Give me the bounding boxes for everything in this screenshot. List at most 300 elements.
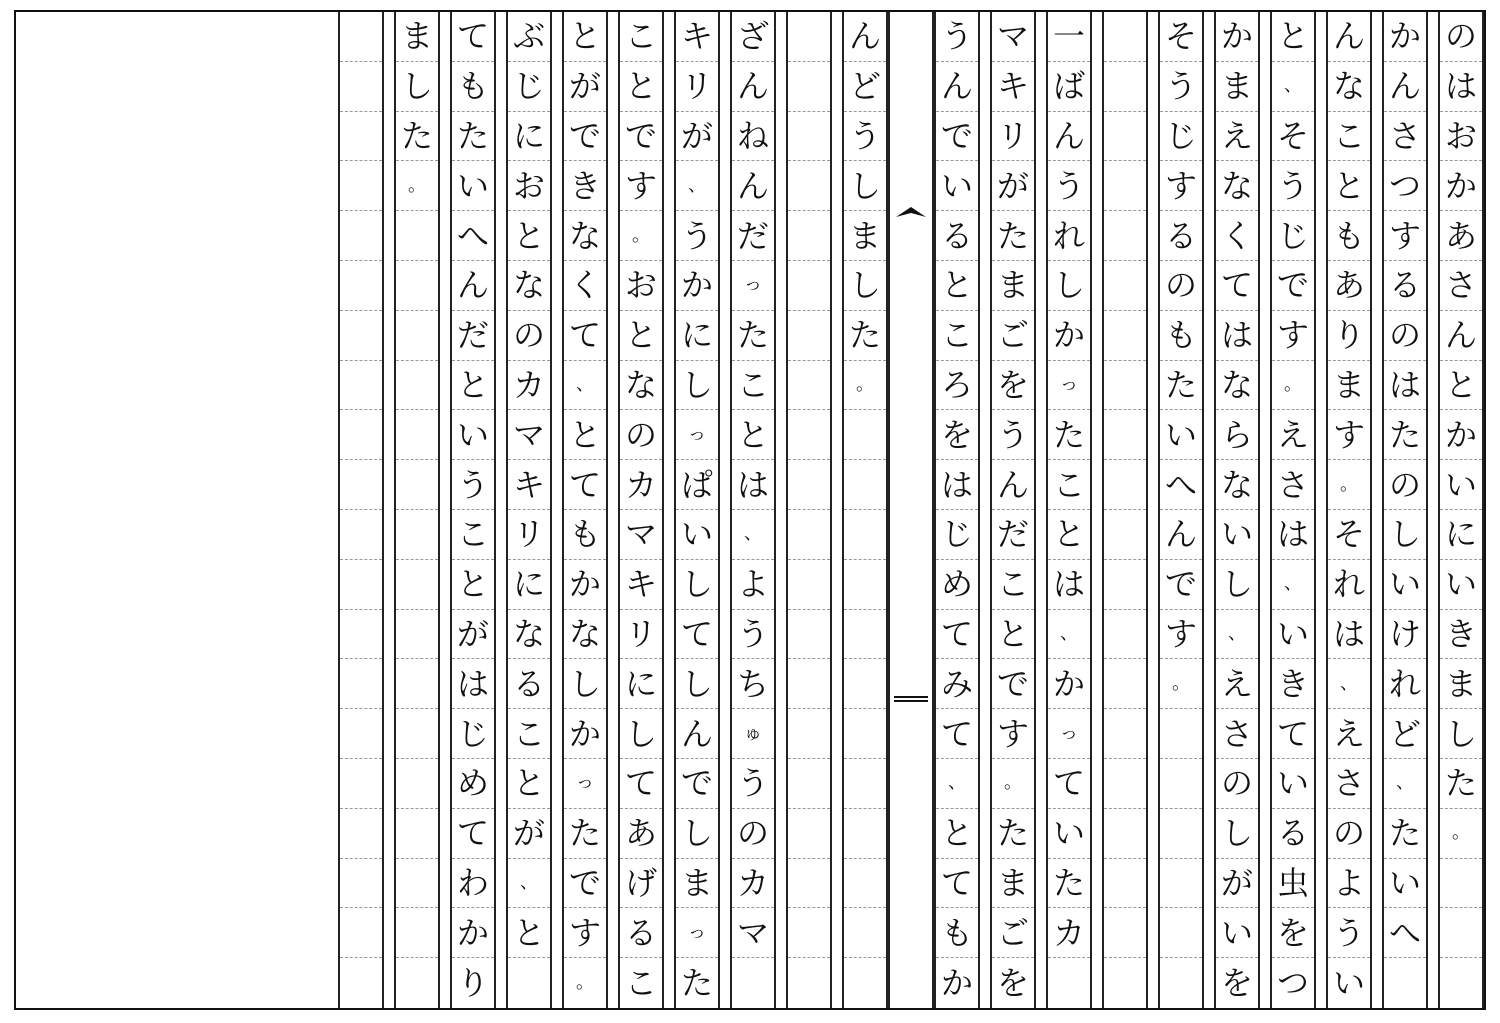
- character: き: [1276, 664, 1309, 703]
- character: ま: [996, 266, 1029, 305]
- grid-cell: [1216, 112, 1258, 162]
- character: ね: [736, 116, 769, 155]
- grid-cell: [788, 859, 830, 909]
- grid-cell: [676, 659, 718, 709]
- character: つ: [1388, 166, 1421, 205]
- grid-cell: [1328, 62, 1370, 112]
- grid-cell: [992, 709, 1034, 759]
- character: 、: [520, 871, 538, 893]
- grid-cell: [1048, 859, 1090, 909]
- grid-cell: [992, 759, 1034, 809]
- grid-cell: [620, 112, 662, 162]
- character: あ: [1332, 266, 1365, 305]
- grid-cell: [1160, 908, 1202, 958]
- character: で: [1164, 565, 1197, 604]
- grid-cell: [936, 410, 978, 460]
- grid-cell: [1272, 709, 1314, 759]
- character: が: [456, 614, 489, 653]
- grid-cell: [1440, 610, 1482, 660]
- character: 。: [576, 972, 594, 994]
- character: っ: [688, 921, 706, 943]
- character: こ: [736, 365, 769, 404]
- grid-cell: [1160, 410, 1202, 460]
- grid-cell: [1328, 659, 1370, 709]
- grid-cell: [396, 809, 438, 859]
- character: て: [940, 714, 973, 753]
- character: へ: [1164, 465, 1197, 504]
- grid-cell: [676, 311, 718, 361]
- grid-cell: [844, 908, 886, 958]
- grid-cell: [508, 759, 550, 809]
- character: ん: [680, 714, 713, 753]
- character: う: [1052, 166, 1085, 205]
- grid-cell: [508, 12, 550, 62]
- grid-cell: [1160, 361, 1202, 411]
- character: 。: [408, 174, 426, 196]
- character: ま: [1220, 67, 1253, 106]
- grid-cell: [1272, 12, 1314, 62]
- character: こ: [456, 515, 489, 554]
- grid-cell: [1216, 62, 1258, 112]
- grid-cell: [1216, 560, 1258, 610]
- grid-cell: [620, 311, 662, 361]
- character: ま: [1332, 365, 1365, 404]
- grid-cell: [1272, 759, 1314, 809]
- text-column: [842, 12, 888, 1008]
- character: キ: [996, 67, 1029, 106]
- grid-cell: [788, 610, 830, 660]
- grid-cell: [1048, 610, 1090, 660]
- grid-cell: [1048, 410, 1090, 460]
- text-column: [674, 12, 720, 1008]
- grid-cell: [1104, 510, 1146, 560]
- character: こ: [1332, 116, 1365, 155]
- grid-cell: [564, 361, 606, 411]
- grid-cell: [1384, 610, 1426, 660]
- grid-cell: [564, 311, 606, 361]
- character: で: [568, 116, 601, 155]
- character: き: [1444, 614, 1477, 653]
- text-column: [1270, 12, 1316, 1008]
- character: も: [456, 67, 489, 106]
- character: は: [1052, 565, 1085, 604]
- character: は: [1332, 614, 1365, 653]
- grid-cell: [1440, 560, 1482, 610]
- grid-cell: [1384, 311, 1426, 361]
- grid-cell: [564, 859, 606, 909]
- character: い: [1332, 964, 1365, 1003]
- character: い: [940, 166, 973, 205]
- character: っ: [1060, 373, 1078, 395]
- grid-cell: [1048, 560, 1090, 610]
- grid-cell: [676, 62, 718, 112]
- grid-cell: [1440, 859, 1482, 909]
- character: て: [940, 863, 973, 902]
- character: し: [1220, 565, 1253, 604]
- character: が: [996, 166, 1029, 205]
- grid-cell: [1440, 759, 1482, 809]
- character: こ: [624, 964, 657, 1003]
- grid-cell: [1104, 361, 1146, 411]
- grid-cell: [844, 759, 886, 809]
- character: て: [1276, 714, 1309, 753]
- grid-cell: [340, 112, 382, 162]
- grid-cell: [340, 410, 382, 460]
- character: た: [848, 316, 881, 355]
- character: か: [1444, 415, 1477, 454]
- character: い: [1052, 814, 1085, 853]
- character: こ: [624, 17, 657, 56]
- grid-cell: [452, 12, 494, 62]
- character: そ: [1164, 17, 1197, 56]
- grid-cell: [1216, 759, 1258, 809]
- character: と: [1276, 17, 1309, 56]
- grid-cell: [1160, 958, 1202, 1008]
- character: の: [1332, 814, 1365, 853]
- character: じ: [940, 515, 973, 554]
- grid-cell: [452, 560, 494, 610]
- grid-cell: [1440, 211, 1482, 261]
- grid-cell: [1440, 460, 1482, 510]
- character: け: [1388, 614, 1421, 653]
- grid-cell: [396, 460, 438, 510]
- character: だ: [736, 216, 769, 255]
- character: カ: [736, 863, 769, 902]
- character: い: [1220, 913, 1253, 952]
- character: か: [1052, 664, 1085, 703]
- grid-cell: [508, 62, 550, 112]
- character: な: [568, 614, 601, 653]
- grid-cell: [1216, 161, 1258, 211]
- grid-cell: [1104, 161, 1146, 211]
- grid-cell: [508, 659, 550, 709]
- grid-cell: [1160, 62, 1202, 112]
- character: も: [940, 913, 973, 952]
- grid-cell: [1384, 809, 1426, 859]
- grid-cell: [732, 709, 774, 759]
- grid-cell: [1440, 161, 1482, 211]
- character: な: [1220, 465, 1253, 504]
- character: に: [512, 565, 545, 604]
- character: い: [1388, 565, 1421, 604]
- grid-cell: [676, 112, 718, 162]
- character: 。: [1340, 473, 1358, 495]
- character: し: [1052, 266, 1085, 305]
- grid-cell: [788, 12, 830, 62]
- character: に: [624, 664, 657, 703]
- grid-cell: [508, 410, 550, 460]
- grid-cell: [1384, 560, 1426, 610]
- grid-cell: [1216, 261, 1258, 311]
- grid-cell: [340, 361, 382, 411]
- character: の: [624, 415, 657, 454]
- character: は: [1444, 67, 1477, 106]
- character: た: [736, 316, 769, 355]
- character: る: [624, 913, 657, 952]
- grid-cell: [1048, 311, 1090, 361]
- character: る: [1276, 814, 1309, 853]
- character: が: [512, 814, 545, 853]
- grid-cell: [508, 311, 550, 361]
- grid-cell: [844, 510, 886, 560]
- grid-cell: [620, 759, 662, 809]
- character: つ: [1276, 964, 1309, 1003]
- character: で: [1276, 266, 1309, 305]
- character: っ: [576, 772, 594, 794]
- grid-cell: [1328, 361, 1370, 411]
- grid-cell: [620, 211, 662, 261]
- character: す: [568, 913, 601, 952]
- text-column: [338, 12, 384, 1008]
- grid-cell: [1160, 161, 1202, 211]
- grid-cell: [1272, 908, 1314, 958]
- grid-cell: [1384, 859, 1426, 909]
- character: と: [568, 17, 601, 56]
- grid-cell: [620, 62, 662, 112]
- grid-cell: [452, 410, 494, 460]
- character: う: [736, 764, 769, 803]
- character: リ: [680, 67, 713, 106]
- character: ご: [996, 316, 1029, 355]
- grid-cell: [452, 859, 494, 909]
- character: あ: [624, 814, 657, 853]
- grid-cell: [732, 62, 774, 112]
- grid-cell: [1104, 261, 1146, 311]
- character: か: [940, 964, 973, 1003]
- grid-cell: [340, 62, 382, 112]
- grid-cell: [396, 908, 438, 958]
- grid-cell: [1272, 510, 1314, 560]
- manuscript-paper: [14, 10, 1486, 1010]
- grid-cell: [732, 211, 774, 261]
- character: は: [736, 465, 769, 504]
- character: を: [1220, 964, 1253, 1003]
- grid-cell: [992, 859, 1034, 909]
- grid-cell: [936, 261, 978, 311]
- character: り: [1332, 316, 1365, 355]
- grid-cell: [1328, 908, 1370, 958]
- character: っ: [744, 274, 762, 296]
- character: な: [512, 266, 545, 305]
- grid-cell: [844, 859, 886, 909]
- grid-cell: [992, 12, 1034, 62]
- grid-cell: [452, 261, 494, 311]
- character: ち: [736, 664, 769, 703]
- text-column: [562, 12, 608, 1008]
- grid-cell: [1272, 410, 1314, 460]
- character: 、: [1340, 672, 1358, 694]
- grid-cell: [396, 610, 438, 660]
- character: て: [568, 316, 601, 355]
- grid-cell: [1160, 859, 1202, 909]
- character: か: [1220, 17, 1253, 56]
- character: あ: [1444, 216, 1477, 255]
- grid-cell: [1104, 610, 1146, 660]
- character: と: [456, 365, 489, 404]
- character: 。: [1004, 772, 1022, 794]
- grid-cell: [992, 510, 1034, 560]
- grid-cell: [340, 560, 382, 610]
- grid-cell: [1160, 610, 1202, 660]
- grid-cell: [396, 62, 438, 112]
- grid-cell: [620, 510, 662, 560]
- character: じ: [456, 714, 489, 753]
- grid-cell: [1104, 460, 1146, 510]
- grid-cell: [620, 161, 662, 211]
- character: う: [848, 116, 881, 155]
- grid-cell: [732, 410, 774, 460]
- character: と: [1444, 365, 1477, 404]
- character: て: [1220, 266, 1253, 305]
- grid-cell: [508, 161, 550, 211]
- grid-cell: [508, 709, 550, 759]
- fold-mark-top: [896, 207, 926, 217]
- grid-cell: [1048, 759, 1090, 809]
- character: に: [512, 116, 545, 155]
- grid-cell: [676, 12, 718, 62]
- grid-cell: [1440, 12, 1482, 62]
- text-column: [618, 12, 664, 1008]
- character: し: [680, 565, 713, 604]
- grid-cell: [396, 361, 438, 411]
- grid-cell: [1048, 460, 1090, 510]
- grid-cell: [936, 460, 978, 510]
- character: リ: [996, 116, 1029, 155]
- grid-cell: [1104, 759, 1146, 809]
- grid-cell: [676, 610, 718, 660]
- grid-cell: [936, 510, 978, 560]
- grid-cell: [788, 211, 830, 261]
- grid-cell: [992, 908, 1034, 958]
- grid-cell: [844, 560, 886, 610]
- grid-cell: [620, 261, 662, 311]
- grid-cell: [508, 112, 550, 162]
- grid-cell: [1104, 12, 1146, 62]
- character: し: [1444, 714, 1477, 753]
- grid-cell: [936, 12, 978, 62]
- character: な: [1220, 365, 1253, 404]
- character: キ: [512, 465, 545, 504]
- character: た: [1388, 814, 1421, 853]
- grid-cell: [992, 211, 1034, 261]
- grid-cell: [340, 958, 382, 1008]
- grid-cell: [452, 211, 494, 261]
- grid-cell: [620, 361, 662, 411]
- grid-cell: [1272, 610, 1314, 660]
- grid-cell: [508, 361, 550, 411]
- fold-mark-middle: [894, 696, 928, 702]
- character: る: [512, 664, 545, 703]
- grid-cell: [992, 311, 1034, 361]
- character: で: [624, 116, 657, 155]
- grid-cell: [1160, 261, 1202, 311]
- grid-cell: [1160, 112, 1202, 162]
- grid-cell: [1216, 410, 1258, 460]
- character: さ: [1220, 714, 1253, 753]
- character: す: [1164, 166, 1197, 205]
- character: ど: [848, 67, 881, 106]
- character: た: [456, 116, 489, 155]
- grid-cell: [1048, 62, 1090, 112]
- character: 、: [1284, 573, 1302, 595]
- character: ん: [1332, 17, 1365, 56]
- character: ぶ: [512, 17, 545, 56]
- character: ま: [1444, 664, 1477, 703]
- grid-cell: [452, 112, 494, 162]
- grid-cell: [676, 709, 718, 759]
- grid-cell: [340, 659, 382, 709]
- grid-cell: [1440, 112, 1482, 162]
- character: も: [1332, 216, 1365, 255]
- grid-cell: [1104, 809, 1146, 859]
- grid-cell: [1216, 908, 1258, 958]
- character: す: [996, 714, 1029, 753]
- grid-cell: [1272, 659, 1314, 709]
- grid-cell: [992, 62, 1034, 112]
- grid-cell: [1440, 709, 1482, 759]
- grid-cell: [1160, 709, 1202, 759]
- grid-cell: [396, 261, 438, 311]
- grid-cell: [676, 211, 718, 261]
- character: じ: [512, 67, 545, 106]
- grid-cell: [788, 958, 830, 1008]
- character: み: [940, 664, 973, 703]
- character: た: [996, 216, 1029, 255]
- grid-cell: [1216, 859, 1258, 909]
- character: い: [1388, 863, 1421, 902]
- text-column: [1102, 12, 1148, 1008]
- grid-cell: [508, 261, 550, 311]
- grid-cell: [788, 460, 830, 510]
- grid-cell: [508, 859, 550, 909]
- grid-cell: [676, 161, 718, 211]
- grid-cell: [564, 809, 606, 859]
- character: 。: [1452, 822, 1470, 844]
- grid-cell: [1216, 361, 1258, 411]
- grid-cell: [1216, 460, 1258, 510]
- grid-cell: [844, 311, 886, 361]
- character: じ: [1276, 216, 1309, 255]
- grid-cell: [452, 510, 494, 560]
- character: し: [848, 166, 881, 205]
- grid-cell: [844, 161, 886, 211]
- character: し: [680, 664, 713, 703]
- character: は: [940, 465, 973, 504]
- grid-cell: [1384, 211, 1426, 261]
- grid-cell: [992, 560, 1034, 610]
- grid-cell: [1104, 112, 1146, 162]
- grid-cell: [1384, 510, 1426, 560]
- grid-cell: [1384, 958, 1426, 1008]
- grid-cell: [452, 809, 494, 859]
- character: ま: [996, 863, 1029, 902]
- grid-cell: [340, 261, 382, 311]
- grid-cell: [1216, 211, 1258, 261]
- character: マ: [624, 515, 657, 554]
- grid-cell: [1328, 859, 1370, 909]
- grid-cell: [340, 709, 382, 759]
- character: な: [1332, 67, 1365, 106]
- grid-cell: [676, 261, 718, 311]
- grid-cell: [564, 460, 606, 510]
- character: か: [1444, 166, 1477, 205]
- center-fold: [888, 12, 934, 1008]
- grid-cell: [620, 908, 662, 958]
- grid-cell: [564, 908, 606, 958]
- character: う: [1276, 166, 1309, 205]
- character: が: [568, 67, 601, 106]
- grid-cell: [1272, 261, 1314, 311]
